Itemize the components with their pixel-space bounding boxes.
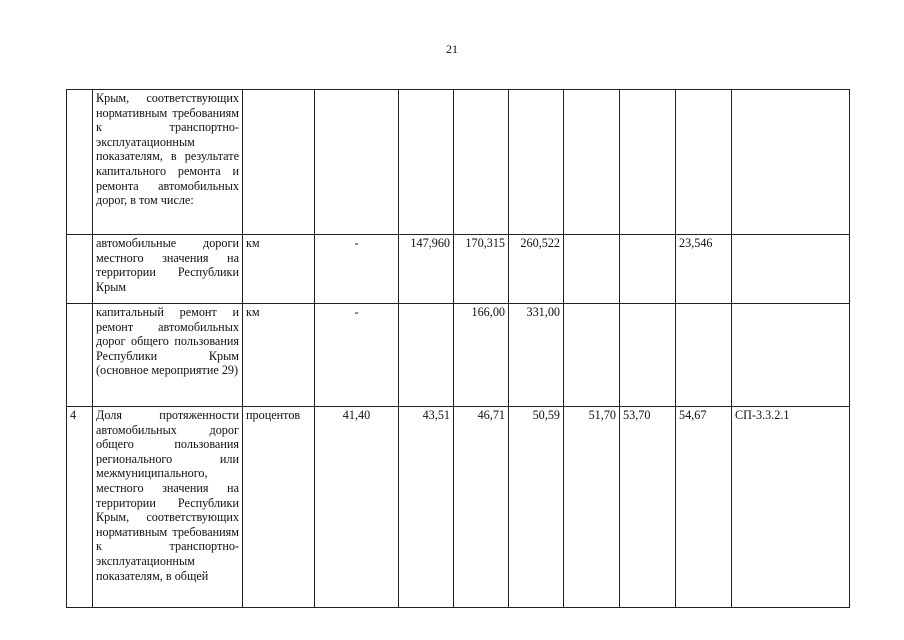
value-cell bbox=[676, 90, 732, 235]
row-number: 4 bbox=[67, 407, 93, 608]
row-number bbox=[67, 90, 93, 235]
unit-cell bbox=[243, 90, 315, 235]
base-value-cell: - bbox=[315, 304, 399, 407]
value-cell: 170,315 bbox=[454, 235, 509, 304]
value-cell bbox=[564, 90, 620, 235]
value-cell: 23,546 bbox=[676, 235, 732, 304]
value-cell: 260,522 bbox=[509, 235, 564, 304]
base-value-cell: 41,40 bbox=[315, 407, 399, 608]
value-cell: 331,00 bbox=[509, 304, 564, 407]
value-cell bbox=[509, 90, 564, 235]
value-cell: 46,71 bbox=[454, 407, 509, 608]
value-cell bbox=[564, 304, 620, 407]
value-cell bbox=[399, 90, 454, 235]
indicator-description: автомобильные дороги местного значения на территории Республики Крым bbox=[93, 235, 243, 304]
unit-cell: процентов bbox=[243, 407, 315, 608]
value-cell: 51,70 bbox=[564, 407, 620, 608]
value-cell: 50,59 bbox=[509, 407, 564, 608]
value-cell bbox=[399, 304, 454, 407]
reference-cell: СП-3.3.2.1 bbox=[732, 407, 850, 608]
row-number bbox=[67, 304, 93, 407]
base-value-cell: - bbox=[315, 235, 399, 304]
value-cell: 54,67 bbox=[676, 407, 732, 608]
value-cell: 43,51 bbox=[399, 407, 454, 608]
row-number bbox=[67, 235, 93, 304]
table-row bbox=[67, 235, 850, 304]
indicators-table bbox=[66, 89, 850, 608]
indicator-description: Доля протяженности автомобильных дорог общего пользования регионального или межмуниципального, местного значения на территории Республики Крым, соответствующих нормативным требованиям к транспортно-эксплуатационным показателям, в общей bbox=[93, 407, 243, 608]
value-cell bbox=[564, 235, 620, 304]
value-cell bbox=[620, 304, 676, 407]
value-cell: 147,960 bbox=[399, 235, 454, 304]
value-cell: 166,00 bbox=[454, 304, 509, 407]
reference-cell bbox=[732, 235, 850, 304]
table-row bbox=[67, 304, 850, 407]
value-cell bbox=[676, 304, 732, 407]
reference-cell bbox=[732, 90, 850, 235]
page-number: 21 bbox=[446, 42, 458, 56]
unit-cell: км bbox=[243, 235, 315, 304]
indicator-description: капитальный ремонт и ремонт автомобильных дорог общего пользования Республики Крым (основное мероприятие 29) bbox=[93, 304, 243, 407]
table-row bbox=[67, 90, 850, 235]
value-cell: 53,70 bbox=[620, 407, 676, 608]
base-value-cell bbox=[315, 90, 399, 235]
reference-cell bbox=[732, 304, 850, 407]
indicator-description: Крым, соответствующих нормативным требованиям к транспортно-эксплуатационным показателям, в результате капитального ремонта и ремонта автомобильных дорог, в том числе: bbox=[93, 90, 243, 235]
value-cell bbox=[620, 235, 676, 304]
value-cell bbox=[620, 90, 676, 235]
unit-cell: км bbox=[243, 304, 315, 407]
table-row bbox=[67, 407, 850, 608]
value-cell bbox=[454, 90, 509, 235]
